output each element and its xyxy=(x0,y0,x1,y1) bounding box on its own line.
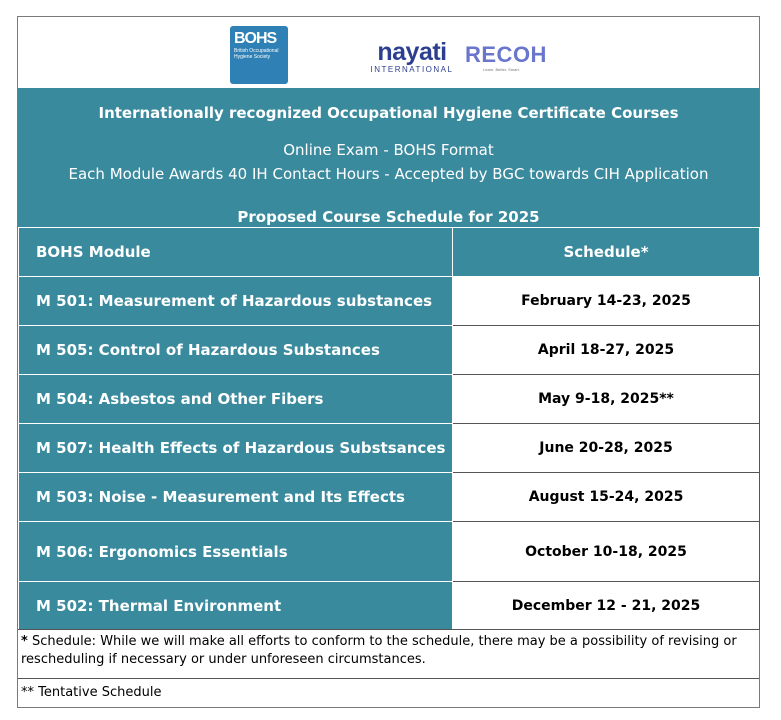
schedule-table xyxy=(18,227,760,630)
nayati-logo: nayati INTERNATIONAL xyxy=(370,38,454,74)
module-name: M 502: Thermal Environment xyxy=(19,582,453,630)
table-row xyxy=(19,582,760,630)
table-row xyxy=(19,424,760,473)
table-row xyxy=(19,326,760,375)
table-row xyxy=(19,375,760,424)
module-schedule: February 14-23, 2025 xyxy=(453,277,760,326)
course-banner xyxy=(18,88,759,227)
table-row xyxy=(19,522,760,582)
table-row xyxy=(19,473,760,522)
column-header-schedule: Schedule* xyxy=(453,228,760,277)
recoh-logo: RECOH Learn. Better. Smart. xyxy=(465,42,547,72)
bohs-logo: BOHS British Occupational Hygiene Society xyxy=(230,26,288,84)
module-schedule: April 18-27, 2025 xyxy=(453,326,760,375)
module-schedule: August 15-24, 2025 xyxy=(453,473,760,522)
column-header-module: BOHS Module xyxy=(19,228,453,277)
logo-bar xyxy=(18,17,759,88)
module-name: M 507: Health Effects of Hazardous Substsances xyxy=(19,424,453,473)
module-name: M 503: Noise - Measurement and Its Effects xyxy=(19,473,453,522)
module-schedule: June 20-28, 2025 xyxy=(453,424,760,473)
module-name: M 505: Control of Hazardous Substances xyxy=(19,326,453,375)
schedule-footnote xyxy=(18,629,759,678)
module-name: M 501: Measurement of Hazardous substances xyxy=(19,277,453,326)
banner-exam-format: Online Exam - BOHS Format xyxy=(283,141,494,159)
module-schedule: May 9-18, 2025** xyxy=(453,375,760,424)
footnote-asterisk: * xyxy=(21,634,28,649)
course-schedule-card xyxy=(17,16,760,708)
table-header-row xyxy=(19,228,760,277)
tentative-footnote: ** Tentative Schedule xyxy=(18,678,759,707)
module-name: M 506: Ergonomics Essentials xyxy=(19,522,453,582)
module-schedule: October 10-18, 2025 xyxy=(453,522,760,582)
banner-contact-hours: Each Module Awards 40 IH Contact Hours - Accepted by BGC towards CIH Application xyxy=(68,165,709,183)
table-row xyxy=(19,277,760,326)
banner-headline: Internationally recognized Occupational Hygiene Certificate Courses xyxy=(98,104,679,122)
module-name: M 504: Asbestos and Other Fibers xyxy=(19,375,453,424)
module-schedule: December 12 - 21, 2025 xyxy=(453,582,760,630)
footnote-text: Schedule: While we will make all efforts to conform to the schedule, there may be a possibility of revising or rescheduling if necessary or under unforeseen circumstances. xyxy=(21,634,737,667)
banner-schedule-title: Proposed Course Schedule for 2025 xyxy=(237,208,540,226)
